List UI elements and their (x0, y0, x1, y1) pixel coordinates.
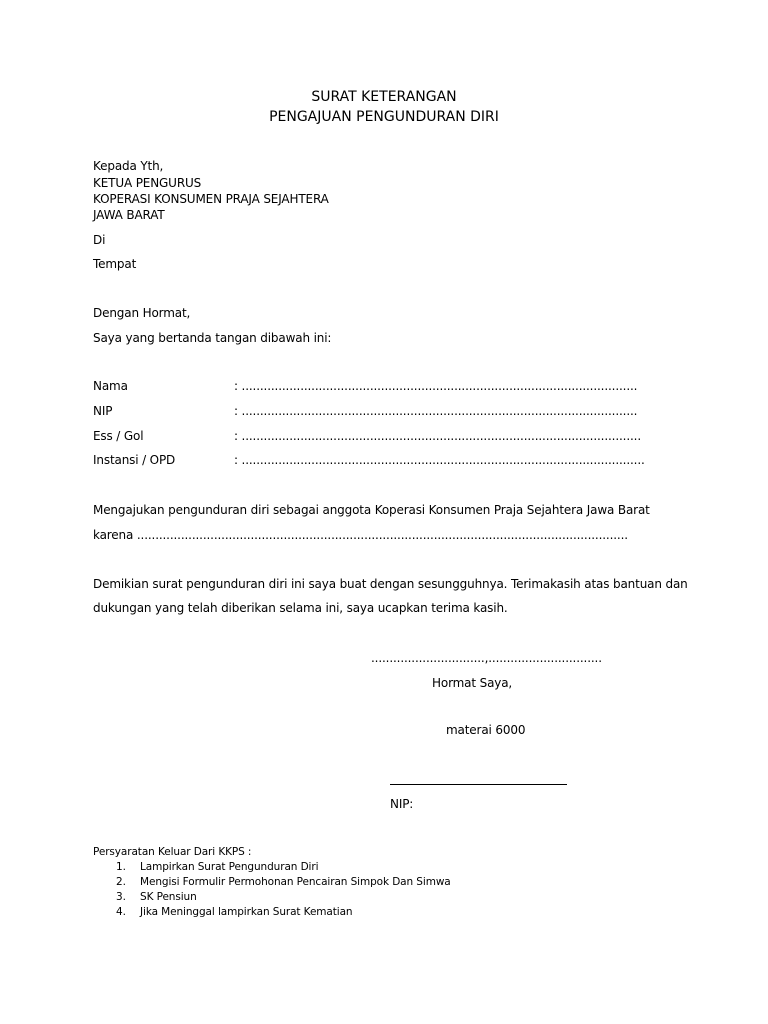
list-item-text: Lampirkan Surat Pengunduran Diri (140, 861, 319, 873)
field-value-instansi: : .............................................................................................................. (234, 453, 645, 467)
list-item-number: 1. (116, 861, 126, 873)
nip-label: NIP: (390, 797, 414, 811)
place-date-line: ...............................,............................... (371, 651, 602, 665)
list-item (116, 905, 352, 919)
list-item (116, 860, 318, 874)
list-item-text: Jika Meninggal lampirkan Surat Kematian (140, 906, 353, 918)
body-paragraph-1-line-2: karena ...................................................................................................................................... (93, 528, 628, 542)
field-value-ess-gol: : ............................................................................................................. (234, 429, 641, 443)
list-item (116, 875, 451, 889)
recipient-tempat: Tempat (93, 257, 137, 271)
list-item-text: Mengisi Formulir Permohonan Pencairan Simpok Dan Simwa (140, 876, 451, 888)
field-label-nip: NIP (93, 404, 113, 418)
recipient-line-3: JAWA BARAT (93, 208, 165, 222)
field-label-nama: Nama (93, 379, 128, 393)
list-item-number: 3. (116, 891, 126, 903)
field-label-ess-gol: Ess / Gol (93, 429, 144, 443)
requirements-heading: Persyaratan Keluar Dari KKPS : (93, 846, 252, 858)
intro-text: Saya yang bertanda tangan dibawah ini: (93, 331, 332, 345)
list-item-number: 2. (116, 876, 126, 888)
body-paragraph-1-line-1: Mengajukan pengunduran diri sebagai anggota Koperasi Konsumen Praja Sejahtera Jawa Barat (93, 503, 650, 517)
document-title: SURAT KETERANGAN (311, 89, 457, 105)
field-value-nama: : ............................................................................................................ (234, 379, 638, 393)
signature-line (390, 784, 567, 785)
salutation: Dengan Hormat, (93, 306, 191, 320)
field-value-nip: : ............................................................................................................ (234, 404, 638, 418)
field-label-instansi: Instansi / OPD (93, 453, 176, 467)
closing-text: Hormat Saya, (432, 676, 513, 690)
body-paragraph-2-line-2: dukungan yang telah diberikan selama ini, saya ucapkan terima kasih. (93, 601, 508, 615)
list-item-text: SK Pensiun (140, 891, 197, 903)
document-subtitle: PENGAJUAN PENGUNDURAN DIRI (269, 109, 499, 125)
recipient-line-2: KOPERASI KONSUMEN PRAJA SEJAHTERA (93, 192, 329, 206)
recipient-di: Di (93, 233, 106, 247)
recipient-line-1: KETUA PENGURUS (93, 176, 202, 190)
recipient-greeting: Kepada Yth, (93, 159, 164, 173)
body-paragraph-2-line-1: Demikian surat pengunduran diri ini saya buat dengan sesungguhnya. Terimakasih atas bantuan dan (93, 577, 688, 591)
list-item-number: 4. (116, 906, 126, 918)
materai-text: materai 6000 (446, 723, 526, 737)
list-item (116, 890, 197, 904)
